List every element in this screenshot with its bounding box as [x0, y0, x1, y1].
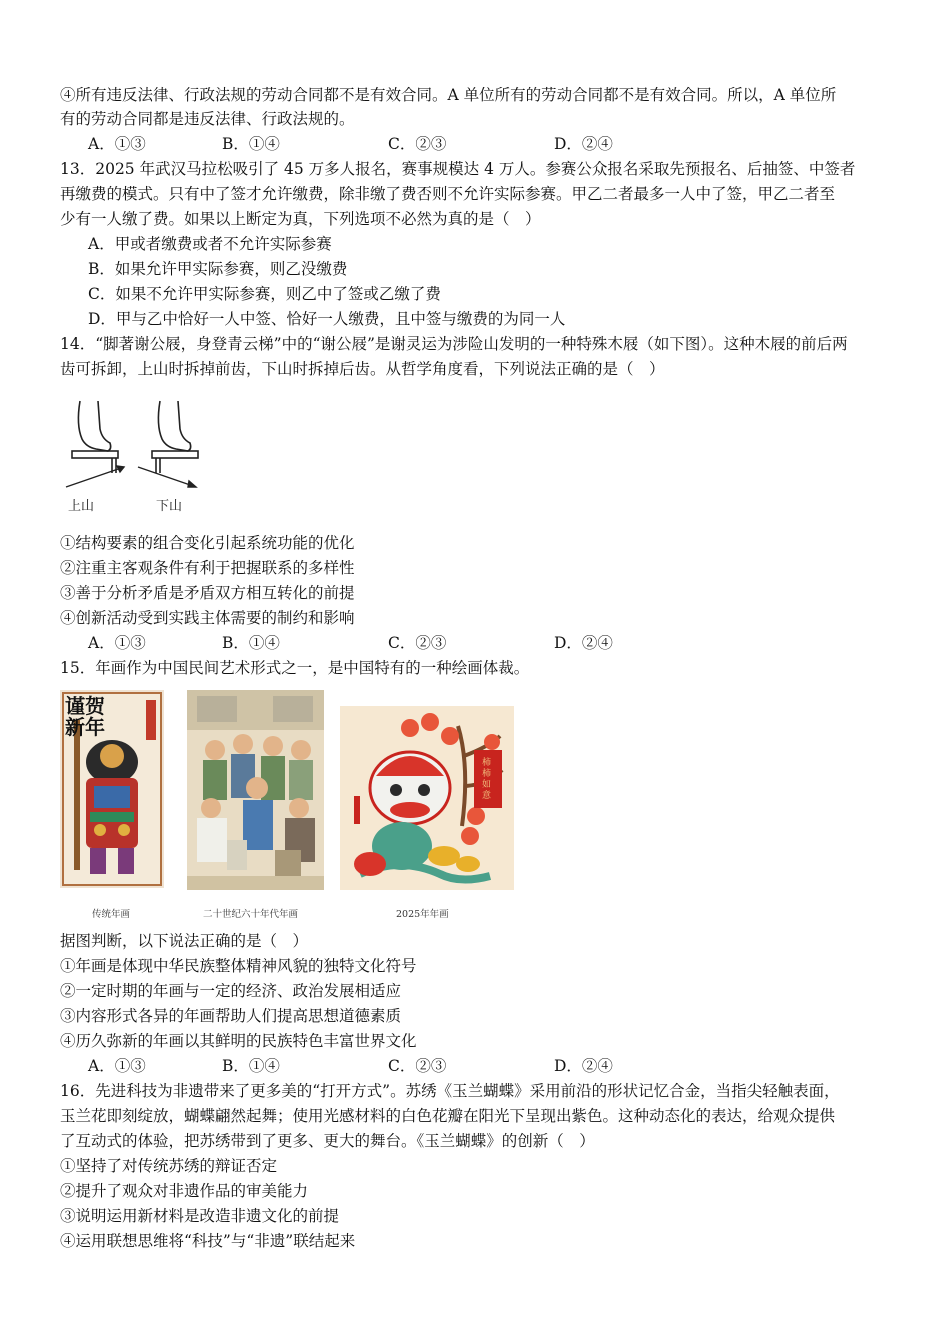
- q12-option-d[interactable]: D．②④: [554, 135, 613, 153]
- caption-traditional: 传统年画: [92, 909, 131, 920]
- crowd-picture: [187, 690, 324, 890]
- traditional-nianhua-image: [60, 690, 164, 888]
- slope-arrows: [66, 466, 196, 487]
- q14-options: [88, 632, 788, 654]
- q13-option-d[interactable]: D．甲与乙中恰好一人中签、恰好一人缴费，且中签与缴费的为同一人: [88, 310, 566, 328]
- q14-option-d[interactable]: D．②④: [554, 634, 613, 652]
- downhill-foot: [152, 401, 198, 473]
- label-uphill: 上山: [68, 499, 95, 514]
- 2025-nianhua-image: [340, 706, 514, 890]
- q16-stem-line1: 16．先进科技为非遗带来了更多美的“打开方式”。苏绣《玉兰蝴蝶》采用前沿的形状记忆合金，当指尖轻触表面，: [60, 1082, 840, 1100]
- q15-question: 据图判断，以下说法正确的是（ ）: [60, 932, 309, 950]
- q15-statement-1: ①年画是体现中华民族整体精神风貌的独特文化符号: [60, 957, 417, 975]
- q15-option-c[interactable]: C．②③: [388, 1057, 447, 1075]
- persimmon-banner-text: 柿柿如意: [482, 758, 492, 801]
- q14-statement-2: ②注重主客观条件有利于把握联系的多样性: [60, 559, 355, 577]
- door-god-text: 谨贺新年: [65, 694, 105, 739]
- q14-statement-3: ③善于分析矛盾是矛盾双方相互转化的前提: [60, 584, 355, 602]
- 1960s-nianhua-image: [187, 690, 324, 890]
- q16-statement-2: ②提升了观众对非遗作品的审美能力: [60, 1182, 309, 1200]
- q16-stem-line2: 玉兰花即刻绽放，蝴蝶翩然起舞；使用光感材料的白色花瓣在阳光下呈现出紫色。这种动态化的表达，给观众提供: [60, 1107, 836, 1125]
- q15-statement-2: ②一定时期的年画与一定的经济、政治发展相适应: [60, 982, 402, 1000]
- q14-stem-line1: 14．“脚著谢公屐，身登青云梯”中的“谢公屐”是谢灵运为涉险山发明的一种特殊木屐（如下图）。这种木屐的前后两: [60, 335, 848, 353]
- q16-stem-line3: 了互动式的体验，把苏绣带到了更多、更大的舞台。《玉兰蝴蝶》的创新（ ）: [60, 1132, 595, 1150]
- q14-option-b[interactable]: B．①④: [222, 634, 280, 652]
- q15-statement-4: ④历久弥新的年画以其鲜明的民族特色丰富世界文化: [60, 1032, 417, 1050]
- q12-statement-4-line2: 有的劳动合同都是违反法律、行政法规的。: [60, 110, 355, 128]
- label-downhill: 下山: [156, 499, 183, 514]
- caption-1960s: 二十世纪六十年代年画: [203, 909, 299, 920]
- q12-statement-4-line1: ④所有违反法律、行政法规的劳动合同都不是有效合同。A 单位所有的劳动合同都不是有效合同。所以，A 单位所: [60, 86, 837, 104]
- q13-stem-line2: 再缴费的模式。只有中了签才允许缴费，除非缴了费否则不允许实际参赛。甲乙二者最多一人中了签，甲乙二者至: [60, 185, 836, 203]
- q15-statement-3: ③内容形式各异的年画帮助人们提高思想道德素质: [60, 1007, 402, 1025]
- q16-statement-4: ④运用联想思维将“科技”与“非遗”联结起来: [60, 1232, 356, 1250]
- q14-statement-4: ④创新活动受到实践主体需要的制约和影响: [60, 609, 355, 627]
- q14-option-c[interactable]: C．②③: [388, 634, 447, 652]
- q15-option-a[interactable]: A．①③: [88, 1057, 146, 1075]
- q12-option-c[interactable]: C．②③: [388, 135, 447, 153]
- q12-options: [88, 133, 788, 155]
- q15-option-d[interactable]: D．②④: [554, 1057, 613, 1075]
- q13-stem-line1: 13．2025 年武汉马拉松吸引了 45 万多人报名，赛事规模达 4 万人。参赛公众报名采取先预报名、后抽签、中签者: [60, 160, 856, 178]
- uphill-foot: [72, 401, 118, 473]
- q14-stem-line2: 齿可拆卸，上山时拆掉前齿，下山时拆掉后齿。从哲学角度看，下列说法正确的是（ ）: [60, 360, 665, 378]
- caption-2025: 2025年年画: [396, 909, 449, 920]
- q15-stem-line1: 15．年画作为中国民间艺术形式之一，是中国特有的一种绘画体裁。: [60, 659, 530, 677]
- q12-option-a[interactable]: A．①③: [88, 135, 146, 153]
- clog-figure: [62, 395, 202, 517]
- q14-statement-1: ①结构要素的组合变化引起系统功能的优化: [60, 534, 355, 552]
- q13-stem-line3: 少有一人缴了费。如果以上断定为真，下列选项不必然为真的是（ ）: [60, 210, 541, 228]
- q15-options: [88, 1055, 788, 1077]
- q14-option-a[interactable]: A．①③: [88, 634, 146, 652]
- q13-option-b[interactable]: B．如果允许甲实际参赛，则乙没缴费: [88, 260, 348, 278]
- q16-statement-1: ①坚持了对传统苏绣的辩证否定: [60, 1157, 278, 1175]
- q13-option-a[interactable]: A．甲或者缴费或者不允许实际参赛: [88, 235, 332, 253]
- q16-statement-3: ③说明运用新材料是改造非遗文化的前提: [60, 1207, 340, 1225]
- q13-option-c[interactable]: C．如果不允许甲实际参赛，则乙中了签或乙缴了费: [88, 285, 441, 303]
- q12-option-b[interactable]: B．①④: [222, 135, 280, 153]
- q15-option-b[interactable]: B．①④: [222, 1057, 280, 1075]
